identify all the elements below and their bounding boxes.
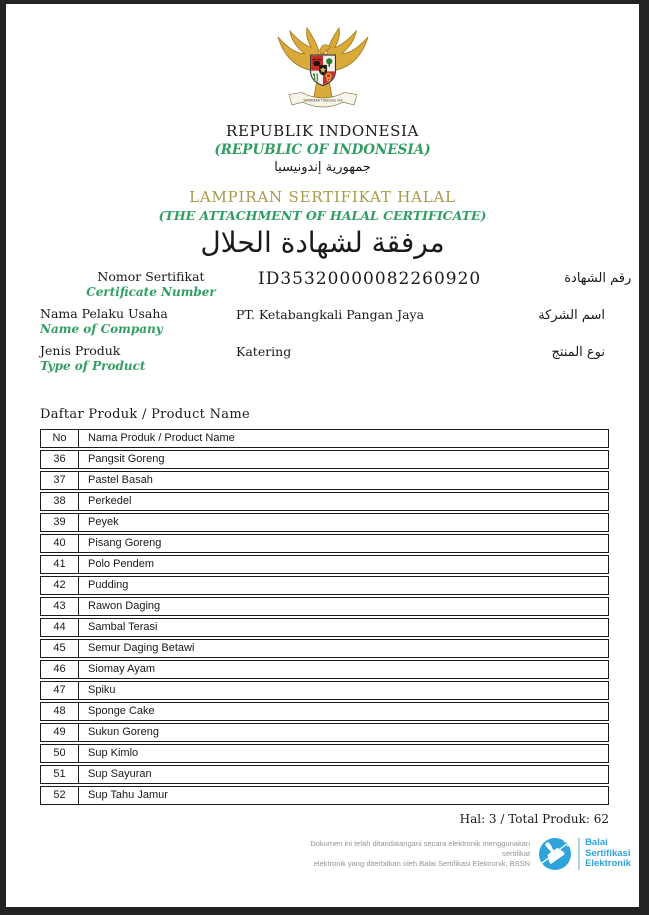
disclaimer-line-2: elektronik yang diterbitkan oleh Balai Sertifikasi Elektronik, BSSN (313, 859, 531, 868)
product-name-cell: Semur Daging Betawi (88, 642, 195, 654)
product-name-cell: Pangsit Goreng (88, 453, 165, 465)
certificate-info (40, 269, 632, 373)
product-name-cell: Siomay Ayam (88, 663, 156, 675)
table-row (40, 702, 609, 721)
product-number-cell: 41 (41, 556, 79, 573)
table-row (40, 450, 609, 469)
table-row (40, 765, 609, 784)
table-row (40, 471, 609, 490)
product-name-cell: Pisang Goreng (88, 537, 162, 549)
product-number-cell: 50 (41, 745, 79, 762)
certificate-number-row (40, 269, 632, 299)
certificate-number-label-en: Certificate Number (86, 285, 216, 299)
table-row (40, 744, 609, 763)
country-name-arabic: جمهورية إندونيسيا (274, 160, 371, 175)
table-row (40, 660, 609, 679)
company-name-value: PT. Ketabangkali Pangan Jaya (236, 307, 425, 322)
product-number-cell: 44 (41, 619, 79, 636)
page-total-indicator: Hal: 3 / Total Produk: 62 (459, 812, 609, 826)
column-header-name: Nama Produk / Product Name (88, 432, 235, 444)
document-title-arabic: مرفقة لشهادة الحلال (200, 226, 445, 259)
product-table-body (40, 450, 609, 805)
product-name-cell: Spiku (88, 684, 116, 696)
logo-text-line-2: Sertifikasi (585, 847, 631, 859)
table-row (40, 555, 609, 574)
product-number-cell: 43 (41, 598, 79, 615)
table-row (40, 534, 609, 553)
logo-divider (578, 838, 580, 870)
product-name-cell: Sup Tahu Jamur (88, 789, 168, 801)
product-type-labels (40, 343, 236, 373)
logo-text-line-1: Balai (585, 837, 608, 849)
product-name-cell: Pastel Basah (88, 474, 153, 486)
product-number-cell: 36 (41, 451, 79, 468)
product-name-cell: Sponge Cake (88, 705, 155, 717)
table-row (40, 513, 609, 532)
table-row (40, 576, 609, 595)
product-number-cell: 40 (41, 535, 79, 552)
product-name-cell: Polo Pendem (88, 558, 155, 570)
product-number-cell: 38 (41, 493, 79, 510)
column-header-no: No (41, 430, 79, 447)
product-number-cell: 39 (41, 514, 79, 531)
product-type-row (40, 343, 605, 373)
product-number-cell: 37 (41, 472, 79, 489)
product-type-value: Katering (236, 344, 292, 359)
logo-text-line-3: Elektronik (585, 858, 631, 870)
product-number-cell: 46 (41, 661, 79, 678)
product-name-cell: Peyek (88, 516, 119, 528)
table-row (40, 723, 609, 742)
product-type-label-ar: نوع المنتج (551, 345, 605, 360)
product-number-cell: 48 (41, 703, 79, 720)
product-type-label-en: Type of Product (40, 359, 146, 373)
table-row (40, 639, 609, 658)
product-name-cell: Perkedel (88, 495, 132, 507)
product-name-cell: Rawon Daging (88, 600, 161, 612)
table-row (40, 681, 609, 700)
document-title: LAMPIRAN SERTIFIKAT HALAL (189, 188, 456, 206)
company-name-row (40, 306, 605, 336)
product-name-cell: Sup Sayuran (88, 768, 152, 780)
disclaimer-line-1: Dokumen ini telah ditandatangani secara elektronik menggunakan sertifikat (310, 839, 531, 858)
product-number-cell: 42 (41, 577, 79, 594)
document-header (6, 122, 639, 261)
company-name-labels (40, 306, 236, 336)
certificate-number-label-id: Nomor Sertifikat (97, 269, 205, 284)
company-name-label-en: Name of Company (40, 322, 163, 336)
table-row (40, 492, 609, 511)
certificate-page (6, 4, 639, 907)
electronic-signature-disclaimer (298, 839, 530, 869)
product-type-label-id: Jenis Produk (40, 343, 121, 358)
emblem-container (6, 4, 639, 116)
product-number-cell: 52 (41, 787, 79, 804)
emblem-motto-text: BHINNEKA TUNGGAL IKA (302, 98, 343, 103)
country-name: REPUBLIK INDONESIA (226, 122, 419, 140)
document-title-english: (THE ATTACHMENT OF HALAL CERTIFICATE) (158, 208, 487, 223)
product-number-cell: 47 (41, 682, 79, 699)
table-row (40, 786, 609, 805)
product-number-cell: 51 (41, 766, 79, 783)
footer (298, 836, 631, 872)
table-row (40, 597, 609, 616)
certificate-number-value: ID35320000082260920 (258, 269, 482, 289)
product-table-section (40, 407, 609, 805)
product-number-cell: 45 (41, 640, 79, 657)
company-name-label-ar: اسم الشركة (538, 308, 605, 323)
product-number-cell: 49 (41, 724, 79, 741)
table-row (40, 618, 609, 637)
product-name-cell: Sukun Goreng (88, 726, 159, 738)
bsre-stamp-logo-icon (537, 836, 573, 872)
certificate-number-label-ar: رقم الشهادة (564, 271, 632, 286)
company-name-label-id: Nama Pelaku Usaha (40, 306, 168, 321)
garuda-pancasila-emblem-icon (271, 26, 375, 116)
bsre-logo-text (585, 838, 631, 870)
product-table-caption: Daftar Produk / Product Name (40, 407, 250, 422)
country-name-english: (REPUBLIC OF INDONESIA) (214, 142, 431, 158)
product-name-cell: Sambal Terasi (88, 621, 158, 633)
product-table-header-row (40, 429, 609, 448)
product-name-cell: Pudding (88, 579, 129, 591)
product-name-cell: Sup Kimlo (88, 747, 139, 759)
certificate-number-labels (40, 269, 236, 299)
